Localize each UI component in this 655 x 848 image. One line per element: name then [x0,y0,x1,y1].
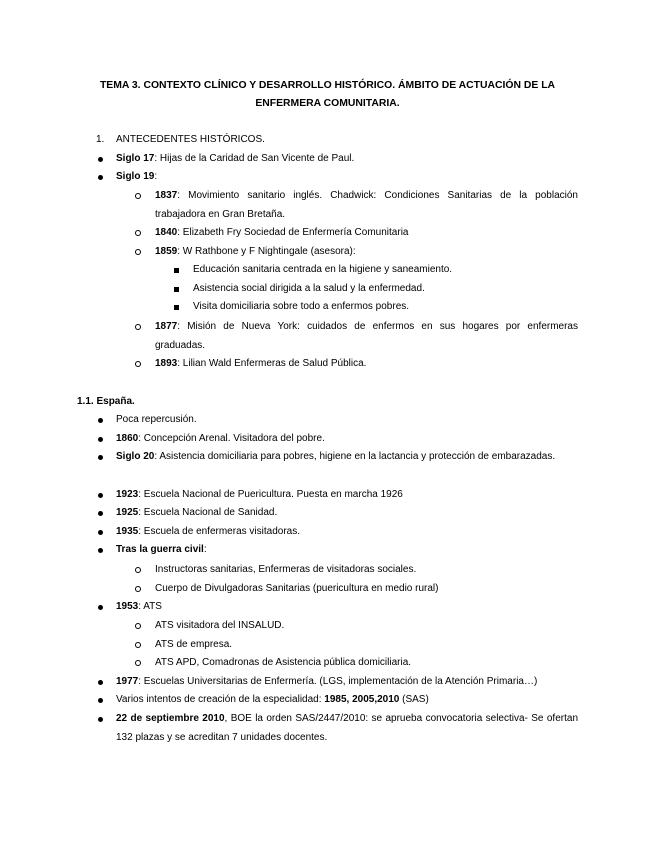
list-item: ATS visitadora del INSALUD. [155,620,285,631]
list-item: 1860: Concepción Arenal. Visitadora del pobre. [116,433,325,444]
bullet-circle [135,324,141,330]
bullet-dot [98,493,103,498]
bullet-dot [98,698,103,703]
bullet-dot [98,455,103,460]
list-item: Cuerpo de Divulgadoras Sanitarias (puericultura en medio rural) [155,583,439,594]
list-item: ATS APD, Comadronas de Asistencia pública domiciliaria. [155,657,412,668]
document-title: TEMA 3. CONTEXTO CLÍNICO Y DESARROLLO HISTÓRICO. ÁMBITO DE ACTUACIÓN DE LA ENFERMERA COMUNITARIA. [99,80,556,109]
bullet-circle [135,642,141,648]
list-item: Siglo 19: [116,171,158,182]
bullet-dot [98,175,103,180]
list-item: 1877: Misión de Nueva York: cuidados de enfermos en sus hogares por enfermeras graduadas. [155,321,578,351]
subsection-heading: 1.1. España. [77,396,135,407]
list-item: 1925: Escuela Nacional de Sanidad. [116,507,278,518]
bullet-dot [98,511,103,516]
list-item: 1859: W Rathbone y F Nightingale (asesora): [155,246,356,257]
list-item: Siglo 17: Hijas de la Caridad de San Vicente de Paul. [116,153,355,164]
bullet-dot [98,418,103,423]
bullet-circle [135,586,141,592]
bullet-square [174,305,179,310]
list-item: 1840: Elizabeth Fry Sociedad de Enfermería Comunitaria [155,227,409,238]
bullet-circle [135,623,141,629]
list-item: 1923: Escuela Nacional de Puericultura. Puesta en marcha 1926 [116,489,403,500]
bullet-square [174,287,179,292]
bullet-dot [98,605,103,610]
list-item: Siglo 20: Asistencia domiciliaria para pobres, higiene en la lactancia y protección de embarazadas. [116,451,556,462]
list-item: 1953: ATS [116,601,162,612]
bullet-circle [135,193,141,199]
bullet-dot [98,717,103,722]
list-item: Varios intentos de creación de la especialidad: 1985, 2005,2010 (SAS) [116,694,429,705]
list-item: 22 de septiembre 2010, BOE la orden SAS/2447/2010: se aprueba convocatoria selectiva- Se ofertan 132 plazas y se acreditan 7 unidades docentes. [116,713,579,743]
bullet-dot [98,157,103,162]
bullet-circle [135,230,141,236]
list-item: Poca repercusión. [116,414,197,425]
bullet-dot [98,548,103,553]
bullet-dot [98,437,103,442]
bullet-dot [98,680,103,685]
bullet-circle [135,361,141,367]
list-item: 1935: Escuela de enfermeras visitadoras. [116,526,300,537]
list-item: ATS de empresa. [155,639,233,650]
bullet-circle [135,660,141,666]
section-heading: ANTECEDENTES HISTÓRICOS. [116,134,265,145]
list-item: Tras la guerra civil: [116,544,207,555]
list-item: 1837: Movimiento sanitario inglés. Chadwick: Condiciones Sanitarias de la población trabajadora en Gran Bretaña. [155,190,578,220]
list-item: 1977: Escuelas Universitarias de Enfermería. (LGS, implementación de la Atención Primaria…) [116,676,538,687]
section-number: 1. [96,134,105,145]
bullet-dot [98,530,103,535]
bullet-square [174,268,179,273]
list-item: Educación sanitaria centrada en la higiene y saneamiento. [193,264,453,275]
bullet-circle [135,249,141,255]
bullet-circle [135,567,141,573]
list-item: Asistencia social dirigida a la salud y la enfermedad. [193,283,425,294]
list-item: Instructoras sanitarias, Enfermeras de visitadoras sociales. [155,564,417,575]
list-item: Visita domiciliaria sobre todo a enfermos pobres. [193,301,410,312]
list-item: 1893: Lilian Wald Enfermeras de Salud Pública. [155,358,367,369]
